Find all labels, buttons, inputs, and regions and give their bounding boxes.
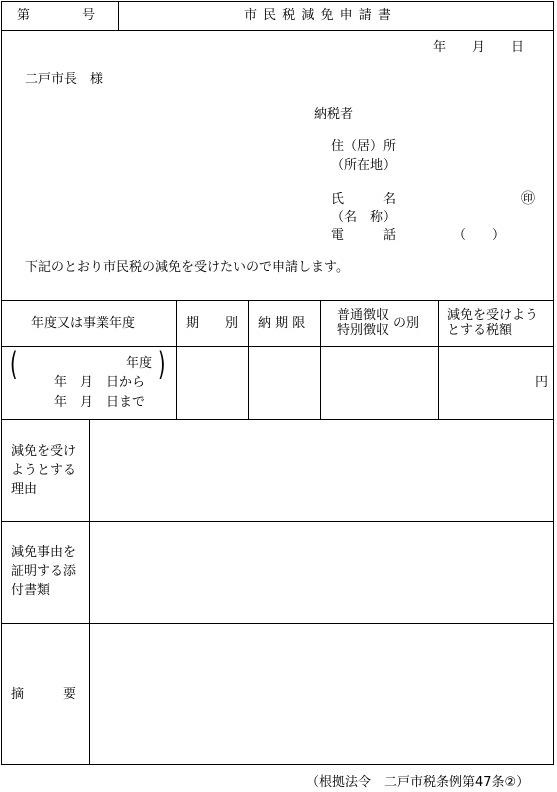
header-divider bbox=[118, 1, 119, 31]
row-yen-unit: 円 bbox=[535, 375, 549, 390]
documents-field[interactable] bbox=[90, 522, 553, 622]
reason-field[interactable] bbox=[90, 420, 553, 520]
addressee: 二戸市長 様 bbox=[25, 72, 104, 87]
close-paren-icon: ) bbox=[158, 345, 166, 383]
legal-basis-footer: （根拠法令 二戸市税条例第47条②） bbox=[306, 775, 530, 790]
seal-icon: ㊞ bbox=[521, 191, 535, 207]
row-date-from: 年 月 日から bbox=[54, 375, 146, 390]
header-collection-suffix: の別 bbox=[393, 316, 420, 331]
address-sub-label: （所在地） bbox=[331, 158, 397, 173]
docs-label-line-1: 減免事由を bbox=[11, 545, 77, 560]
period-field[interactable] bbox=[177, 347, 247, 418]
table-top-line bbox=[1, 300, 554, 301]
header-amount-line-1: 減免を受けよう bbox=[447, 308, 539, 323]
header-collection-line-2: 特別徴収 bbox=[337, 323, 390, 338]
docs-label-line-3: 付書類 bbox=[11, 583, 51, 598]
reason-label-line-3: 理由 bbox=[11, 482, 38, 497]
phone-parens: （ ） bbox=[453, 228, 506, 243]
reason-label-line-1: 減免を受け bbox=[11, 444, 77, 459]
taxpayer-label: 納税者 bbox=[314, 107, 354, 122]
name-label: 氏 名 bbox=[331, 192, 397, 207]
header-bottom-line bbox=[1, 30, 554, 31]
row-date-to: 年 月 日まで bbox=[54, 395, 146, 410]
form-title: 市 民 税 減 免 申 請 書 bbox=[244, 8, 392, 23]
header-due-date: 納 期 限 bbox=[258, 316, 306, 331]
date-line: 年 月 日 bbox=[433, 40, 525, 55]
request-statement: 下記のとおり市民税の減免を受けたいので申請します。 bbox=[25, 260, 349, 275]
tax-amount-field[interactable] bbox=[439, 347, 529, 418]
due-date-field[interactable] bbox=[249, 347, 319, 418]
collection-type-field[interactable] bbox=[321, 347, 437, 418]
row-fiscal-year: 年度 bbox=[126, 356, 153, 371]
address-label: 住（居）所 bbox=[331, 139, 397, 154]
open-paren-icon: ( bbox=[10, 345, 18, 383]
reason-label-line-2: ようとする bbox=[11, 463, 77, 478]
header-collection-line-1: 普通徴収 bbox=[337, 308, 390, 323]
name-sub-label: （名 称） bbox=[331, 210, 397, 225]
document-number-label: 第 号 bbox=[17, 8, 96, 23]
header-period: 期 別 bbox=[186, 316, 239, 331]
phone-label: 電 話 bbox=[331, 228, 397, 243]
summary-label: 摘 要 bbox=[11, 687, 77, 702]
summary-field[interactable] bbox=[90, 624, 553, 764]
header-amount-line-2: とする税額 bbox=[447, 323, 513, 338]
header-year: 年度又は事業年度 bbox=[31, 316, 136, 331]
docs-label-line-2: 証明する添 bbox=[11, 564, 77, 579]
